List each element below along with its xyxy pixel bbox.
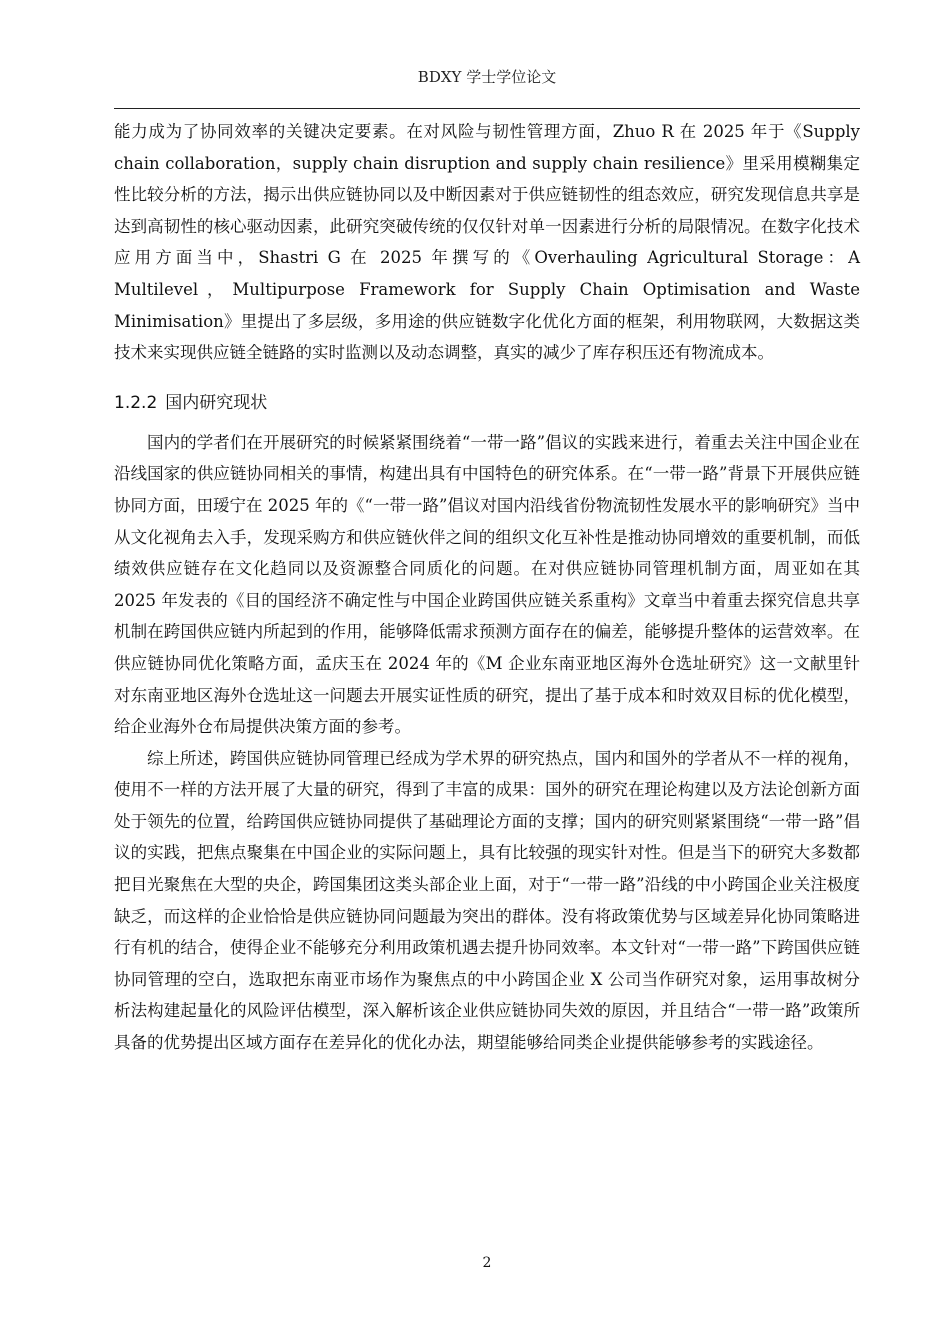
section-title: 国内研究现状 <box>165 392 268 413</box>
paragraph-summary: 综上所述，跨国供应链协同管理已经成为学术界的研究热点，国内和国外的学者从不一样的视角，使用不一样的方法开展了大量的研究，得到了丰富的成果：国外的研究在理论构建以及方法论创新方面处于领先的位置，给跨国供应链协同提供了基础理论方面的支撑；国内的研究则紧紧围绕“一带一路”倡议的实践，把焦点聚集在中国企业的实际问题上，具有比较强的现实针对性。但是当下的研究大多数都把目光聚焦在大型的央企，跨国集团这类头部企业上面，对于“一带一路”沿线的中小跨国企业关注极度缺乏，而这样的企业恰恰是供应链协同问题最为突出的群体。没有将政策优势与区域差异化协同策略进行有机的结合，使得企业不能够充分利用政策机遇去提升协同效率。本文针对“一带一路”下跨国供应链协同管理的空白，选取把东南亚市场作为聚焦点的中小跨国企业 X 公司当作研究对象，运用事故树分析法构建起量化的风险评估模型，深入解析该企业供应链协同失效的原因，并且结合“一带一路”政策所具备的优势提出区域方面存在差异化的优化办法，期望能够给同类企业提供能够参考的实践途径。 <box>114 748 860 1053</box>
paragraph-continuation: 能力成为了协同效率的关键决定要素。在对风险与韧性管理方面，Zhuo R 在 2025 年于《Supply chain collaboration，supply chain disruption and supply chain resilience》里采用模糊集定性比较分析的方法，揭示出供应链协同以及中断因素对于供应链韧性的组态效应，研究发现信息共享是达到高韧性的核心驱动因素，此研究突破传统的仅仅针对单一因素进行分析的局限情况。在数字化技术应用方面当中，Shastri G 在 2025 年撰写的《Overhauling Agricultural Storage：A Multilevel，Multipurpose Framework for Supply Chain Optimisation and Waste Minimisation》里提出了多层级，多用途的供应链数字化优化方面的框架，利用物联网，大数据这类技术来实现供应链全链路的实时监测以及动态调整，真实的减少了库存积压还有物流成本。 <box>114 122 860 363</box>
document-body <box>114 116 860 1059</box>
page-header: BDXY 学士学位论文 <box>417 68 557 86</box>
section-heading <box>114 391 860 415</box>
header-rule <box>114 108 860 109</box>
section-number: 1.2.2 <box>114 392 158 413</box>
paragraph-domestic-research: 国内的学者们在开展研究的时候紧紧围绕着“一带一路”倡议的实践来进行，着重去关注中国企业在沿线国家的供应链协同相关的事情，构建出具有中国特色的研究体系。在“一带一路”背景下开展供应链协同方面，田瑷宁在 2025 年的《“一带一路”倡议对国内沿线省份物流韧性发展水平的影响研究》当中从文化视角去入手，发现采购方和供应链伙伴之间的组织文化互补性是推动协同增效的重要机制，而低绩效供应链存在文化趋同以及资源整合同质化的问题。在对供应链协同管理机制方面，周亚如在其 2025 年发表的《目的国经济不确定性与中国企业跨国供应链关系重构》文章当中着重去探究信息共享机制在跨国供应链内所起到的作用，能够降低需求预测方面存在的偏差，能够提升整体的运营效率。在供应链协同优化策略方面，孟庆玉在 2024 年的《M 企业东南亚地区海外仓选址研究》这一文献里针对东南亚地区海外仓选址这一问题去开展实证性质的研究，提出了基于成本和时效双目标的优化模型，给企业海外仓布局提供决策方面的参考。 <box>114 432 860 737</box>
page-number: 2 <box>482 1255 492 1271</box>
